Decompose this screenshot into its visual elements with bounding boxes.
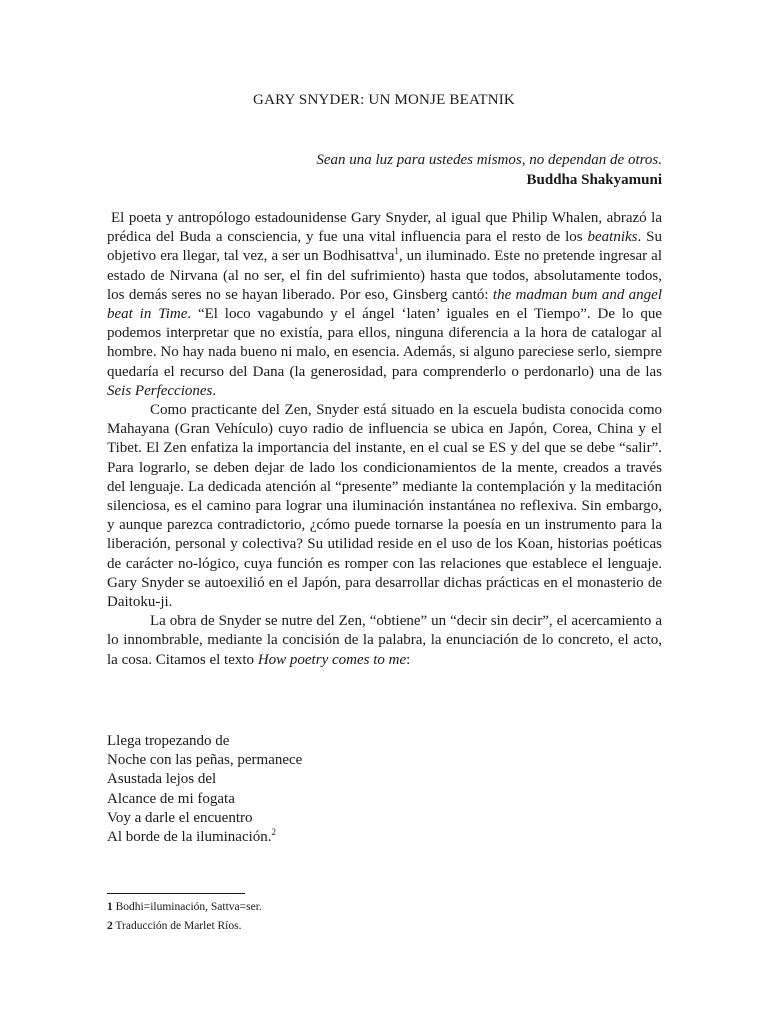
footnote-divider	[107, 893, 245, 894]
body-text	[107, 209, 662, 670]
footnote-ref-2: 2	[271, 827, 277, 838]
paragraph-1-text-d: . “El loco vagabundo y el ángel ‘laten’ iguales en el Tiempo”. De lo que podemos interpretar que no existía, para ellos, ninguna diferencia a la hora de catalogar al hombre. No hay nada bueno ni malo, en esencia. Además, si alguno pareciese serlo, siempre quedaría el recurso del Dana (la generosidad, para comprenderlo o perdonarlo) una de las	[107, 306, 663, 380]
footnotes	[107, 898, 262, 936]
paragraph-3	[107, 612, 662, 670]
paragraph-1-text-c: , un iluminado. Este no pretende ingresar al estado de Nirvana (al no ser, el fin del sufrimiento) hasta que todos, absolutamente todos, los demás seres no se hayan liberado. Por eso, Ginsberg cantó:	[107, 248, 662, 303]
paragraph-1-text-a: El poeta y antropólogo estadounidense Gary Snyder, al igual que Philip Whalen, abrazó la prédica del Buda a consciencia, y fue una vital influencia para el resto de los	[107, 210, 662, 246]
footnote-1-text: Bodhi=iluminación, Sattva=ser.	[112, 901, 262, 913]
paragraph-2: Como practicante del Zen, Snyder está situado en la escuela budista conocida como Mahayana (Gran Vehículo) cuyo radio de influencia se ubica en Japón, Corea, China y el Tibet. El Zen enfatiza la importancia del instante, en el cual se ES y del que se debe “salir”. Para lograrlo, se deben dejar de lado los condicionamientos de la mente, creados a través del lenguaje. La dedicada atención al “presente” mediante la contemplación y la meditación silenciosa, es el camino para lograr una iluminación instantánea no reflexiva. Sin embargo, y aunque parezca contradictorio, ¿cómo puede tornarse la poesía en un instrumento para la liberación, personal y colectiva? Su utilidad reside en el uso de los Koan, historias poéticas de carácter no-lógico, cuya función es romper con las relaciones que establece el lenguaje. Gary Snyder se autoexilió en el Japón, para desarrollar dichas prácticas en el monasterio de Daitoku-ji.	[107, 402, 662, 611]
footnote-1	[107, 898, 262, 917]
paragraph-3-text-b: :	[406, 651, 411, 668]
poem-line: Voy a darle el encuentro	[107, 809, 253, 826]
epigraph-author: Buddha Shakyamuni	[526, 172, 662, 188]
poem-line: Asustada lejos del	[107, 771, 217, 788]
poem-line-last	[107, 828, 302, 847]
footnote-2-number: 2	[107, 920, 113, 932]
epigraph	[316, 150, 662, 190]
paragraph-3-text-a: La obra de Snyder se nutre del Zen, “obtiene” un “decir sin decir”, el acercamiento a lo innombrable, mediante la concisión de la palabra, la enunciación de lo concreto, el acto, la cosa. Citamos el texto	[107, 613, 662, 668]
poem-line: Noche con las peñas, permanece	[107, 752, 303, 769]
paragraph-1-text-b: . Su objetivo era llegar, tal vez, a ser un Bodhisattva	[107, 229, 662, 265]
footnote-1-number: 1	[107, 901, 113, 913]
footnote-2-text: Traducción de Marlet Ríos.	[112, 920, 242, 932]
poem-line-text: Al borde de la iluminación.	[107, 829, 272, 846]
paragraph-1-text-e: .	[212, 382, 217, 399]
poem	[107, 732, 302, 847]
work-title: How poetry comes to me	[257, 651, 407, 668]
footnote-2	[107, 917, 262, 936]
page-title: GARY SNYDER: UN MONJE BEATNIK	[253, 92, 515, 108]
term-seis-perfecciones: Seis Perfecciones	[107, 382, 213, 399]
poem-line: Llega tropezando de	[107, 733, 230, 749]
epigraph-quote: Sean una luz para ustedes mismos, no dependan de otros.	[316, 152, 662, 168]
paragraph-1	[107, 209, 662, 401]
poem-line: Alcance de mi fogata	[107, 790, 235, 807]
footnote-ref-1: 1	[394, 246, 399, 257]
ginsberg-quote: the madman bum and angel beat in Time	[107, 286, 663, 323]
term-beatniks: beatniks	[587, 229, 638, 246]
